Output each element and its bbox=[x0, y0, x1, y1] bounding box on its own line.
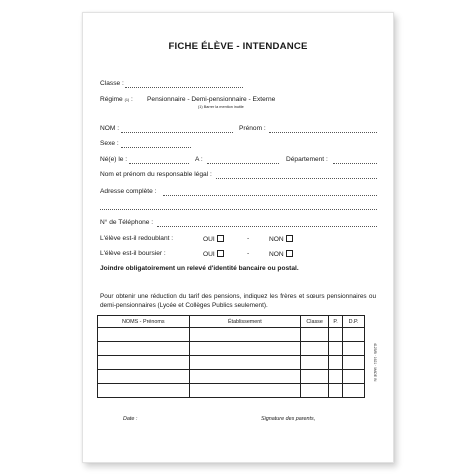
adresse-field-line-2[interactable] bbox=[100, 209, 377, 210]
table-cell[interactable] bbox=[343, 384, 365, 398]
table-cell[interactable] bbox=[343, 328, 365, 342]
table-cell[interactable] bbox=[329, 356, 343, 370]
table-cell[interactable] bbox=[301, 342, 329, 356]
table-row[interactable] bbox=[98, 328, 365, 342]
departement-field[interactable] bbox=[333, 163, 377, 164]
siblings-table bbox=[97, 315, 365, 398]
table-cell[interactable] bbox=[329, 384, 343, 398]
telephone-field[interactable] bbox=[157, 226, 377, 227]
boursier-non[interactable]: NON bbox=[269, 250, 293, 259]
telephone-label: N° de Téléphone : bbox=[100, 219, 154, 226]
classe-label: Classe : bbox=[100, 80, 124, 87]
col-p: P. bbox=[329, 316, 343, 328]
table-row[interactable] bbox=[98, 356, 365, 370]
regime-label: Régime (1) : bbox=[100, 96, 133, 103]
adresse-field-line-1[interactable] bbox=[163, 195, 377, 196]
table-cell[interactable] bbox=[189, 328, 301, 342]
sexe-label: Sexe : bbox=[100, 140, 119, 147]
table-cell[interactable] bbox=[301, 384, 329, 398]
redoublant-oui[interactable]: OUI bbox=[203, 235, 224, 244]
side-code: 4125/B · 1621 · MADE IN bbox=[373, 343, 377, 382]
table-cell[interactable] bbox=[98, 384, 190, 398]
col-classe: Classe bbox=[301, 316, 329, 328]
ne-le-label: Né(e) le : bbox=[100, 156, 128, 163]
boursier-label: L'élève est-il boursier : bbox=[100, 250, 166, 257]
table-cell[interactable] bbox=[189, 342, 301, 356]
redoublant-non[interactable]: NON bbox=[269, 235, 293, 244]
table-cell[interactable] bbox=[329, 342, 343, 356]
col-etablissement: Établissement bbox=[189, 316, 301, 328]
boursier-oui[interactable]: OUI bbox=[203, 250, 224, 259]
form-sheet bbox=[82, 12, 394, 463]
table-cell[interactable] bbox=[301, 356, 329, 370]
adresse-label: Adresse complète : bbox=[100, 188, 157, 195]
table-row[interactable] bbox=[98, 384, 365, 398]
table-cell[interactable] bbox=[343, 370, 365, 384]
prenom-field[interactable] bbox=[269, 132, 377, 133]
a-field[interactable] bbox=[207, 163, 279, 164]
table-cell[interactable] bbox=[98, 370, 190, 384]
departement-label: Département : bbox=[286, 156, 328, 163]
redoublant-dash: - bbox=[247, 235, 250, 242]
boursier-non-checkbox[interactable] bbox=[286, 250, 293, 257]
table-cell[interactable] bbox=[189, 370, 301, 384]
prenom-label: Prénom : bbox=[239, 125, 266, 132]
boursier-dash: - bbox=[247, 250, 250, 257]
classe-field[interactable] bbox=[125, 87, 243, 88]
table-cell[interactable] bbox=[301, 370, 329, 384]
table-cell[interactable] bbox=[98, 356, 190, 370]
table-header-row bbox=[98, 316, 365, 328]
responsable-label: Nom et prénom du responsable légal : bbox=[100, 171, 212, 178]
sexe-field[interactable] bbox=[121, 147, 191, 148]
table-cell[interactable] bbox=[301, 328, 329, 342]
table-row[interactable] bbox=[98, 342, 365, 356]
table-row[interactable] bbox=[98, 370, 365, 384]
regime-note: (1) Barrer la mention inutile bbox=[198, 105, 244, 109]
ne-le-field[interactable] bbox=[129, 163, 189, 164]
boursier-oui-checkbox[interactable] bbox=[217, 250, 224, 257]
table-cell[interactable] bbox=[98, 328, 190, 342]
a-label: A : bbox=[195, 156, 203, 163]
redoublant-non-checkbox[interactable] bbox=[286, 235, 293, 242]
col-noms: NOMS - Prénoms bbox=[98, 316, 190, 328]
signature-label: Signature des parents, bbox=[261, 416, 316, 422]
col-dp: D.P. bbox=[343, 316, 365, 328]
nom-label: NOM : bbox=[100, 125, 120, 132]
rib-notice: Joindre obligatoirement un relevé d'identité bancaire ou postal. bbox=[100, 265, 299, 272]
redoublant-label: L'élève est-il redoublant : bbox=[100, 235, 174, 242]
date-label: Date : bbox=[123, 416, 138, 422]
redoublant-oui-checkbox[interactable] bbox=[217, 235, 224, 242]
responsable-field[interactable] bbox=[216, 178, 377, 179]
table-cell[interactable] bbox=[189, 356, 301, 370]
form-title: FICHE ÉLÈVE - INTENDANCE bbox=[168, 41, 308, 52]
table-cell[interactable] bbox=[329, 328, 343, 342]
regime-options[interactable]: Pensionnaire - Demi-pensionnaire - Externe bbox=[147, 96, 276, 103]
table-cell[interactable] bbox=[343, 356, 365, 370]
reduction-text: Pour obtenir une réduction du tarif des pensions, indiquez les frères et sœurs pensionnaires ou demi-pensionnaires (Lycée et Collèges Publics seulement). bbox=[100, 293, 376, 309]
table-cell[interactable] bbox=[189, 384, 301, 398]
table-cell[interactable] bbox=[98, 342, 190, 356]
nom-field[interactable] bbox=[121, 132, 233, 133]
table-cell[interactable] bbox=[343, 342, 365, 356]
table-cell[interactable] bbox=[329, 370, 343, 384]
